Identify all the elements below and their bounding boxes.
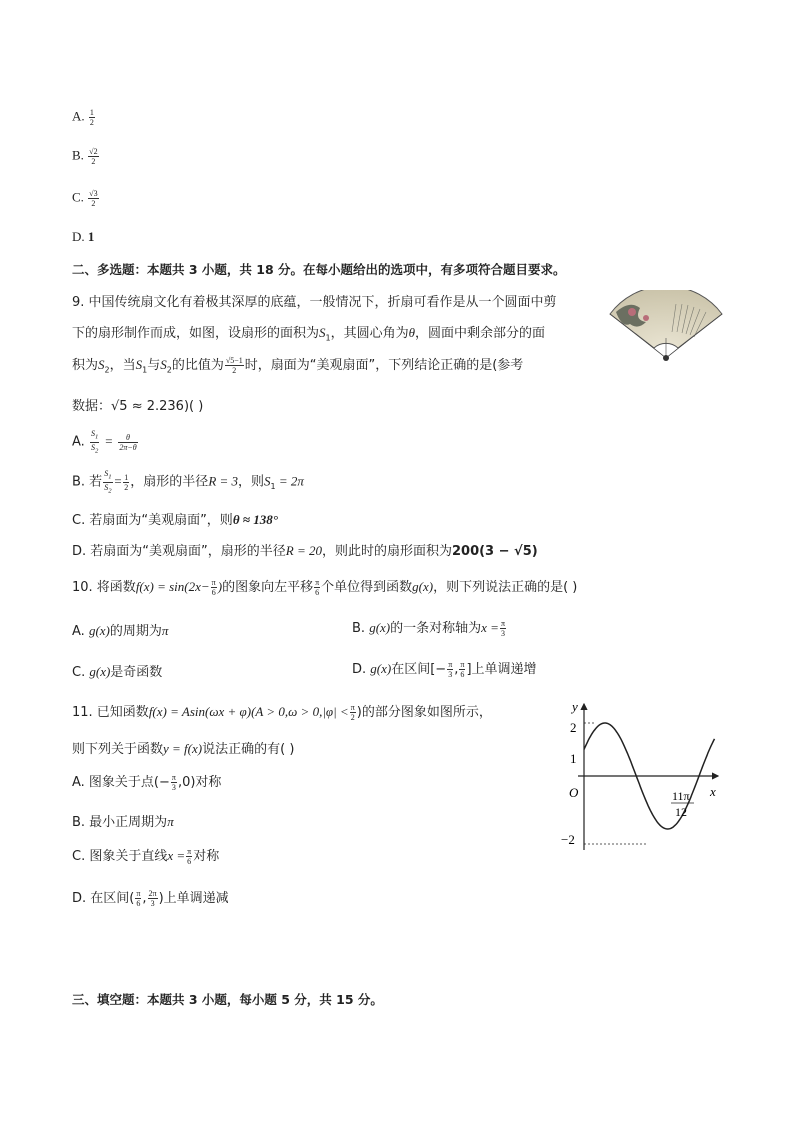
fraction: $\frac{√3}{2}$ [89,189,98,208]
origin-label: O [569,785,579,800]
option-c: C. 图象关于直线x = $\frac{\pi}{6}$ 对称 [72,847,220,866]
tick-2: 2 [570,720,577,735]
fraction: $\frac{\pi}{3}$ [171,773,176,792]
option-d: D. 在区间( $\frac{\pi}{6}$ , $\frac{2\pi}{3}$ )上单调递减 [72,889,229,908]
question-text: 11. 已知函数f(x) = Asin(ωx + φ)(A > 0,ω > 0,|φ| < $\frac{\pi}{2}$ )的部分图象如图所示， [72,703,492,722]
tick-x-den: 12 [675,805,687,819]
question-text: 下的扇形制作而成，如图，设扇形的面积为$S_1$，其圆心角为θ，圆面中剩余部分的面 [72,325,546,343]
option-b: B. 最小正周期为π [72,814,174,830]
option-d: D. 1 [72,229,95,244]
y-axis-label: y [572,700,578,714]
fraction: $\frac{\pi}{2}$ [350,703,355,722]
fraction: $\frac{√2}{2}$ [89,147,98,166]
fraction: $\frac{\pi}{3}$ [500,619,505,638]
option-b: B. g(x)的一条对称轴为x = $\frac{\pi}{3}$ [352,619,505,638]
fraction: $\frac{\pi}{6}$ [460,660,465,679]
option-c: C. 若扇面为“美观扇面”，则θ ≈ 138° [72,512,278,528]
x-axis-label: x [710,784,716,799]
tick-1: 1 [570,751,577,766]
question-text: 10. 将函数f(x) = sin(2x− $\frac{\pi}{6}$ )的图象向左平移 $\frac{\pi}{6}$ 个单位得到函数g(x)，则下列说法正确的是( ) [72,578,578,597]
fraction: $\frac{1}{2}$ [124,472,129,492]
fraction: $\frac{\pi}{6}$ [315,578,320,597]
sine-graph [560,700,740,860]
fraction: $\frac{S_1}{S_2}$ [90,429,99,455]
tick-neg2: −2 [561,832,575,847]
tick-x-num: 11π [672,789,690,803]
option-b: B. 若 $\frac{S_1}{S_2}$ = $\frac{1}{2}$ ，扇形的半径R = 3，则$S_1 = 2\pi$ [72,469,304,495]
fraction: $\frac{2\pi}{3}$ [148,889,157,908]
folding-fan-image [606,290,726,365]
fraction: $\frac{\theta}{2\pi-\theta}$ [119,432,137,452]
fraction: $\frac{S_1}{S_2}$ [104,469,112,495]
fraction: $\frac{1}{2}$ [89,108,94,127]
option-a: A. g(x)的周期为π [72,623,169,639]
option-c: C. $\frac{√3}{2}$ [72,189,98,208]
section-heading: 三、填空题：本题共 3 小题，每小题 5 分，共 15 分。 [72,992,383,1007]
option-d: D. g(x)在区间[− $\frac{\pi}{3}$ , $\frac{\pi}{6}$ ]上单调递增 [352,660,537,679]
fraction: $\frac{\pi}{3}$ [448,660,453,679]
question-text: 9. 中国传统扇文化有着极其深厚的底蕴，一般情况下，折扇可看作是从一个圆面中剪 [72,295,557,310]
fraction: $\frac{\pi}{6}$ [136,889,141,908]
option-a: A. $\frac{1}{2}$ [72,108,94,127]
question-text: 积为$S_2$，当$S_1$与$S_2$的比值为 $\frac{√5-1}{2}$ 时，扇面为“美观扇面”，下列结论正确的是(参考 [72,356,524,375]
fraction: $\frac{\pi}{6}$ [211,578,216,597]
option-a: A. $\frac{S_1}{S_2}$ = $\frac{\theta}{2\pi-\theta}$ [72,429,137,455]
option-a: A. 图象关于点(− $\frac{\pi}{3}$ ,0)对称 [72,773,222,792]
section-heading: 二、多选题：本题共 3 小题，共 18 分。在每小题给出的选项中，有多项符合题目要求。 [72,262,566,277]
question-text: 则下列关于函数y = f(x)说法正确的有( ) [72,741,295,757]
fraction: $\frac{√5-1}{2}$ [225,356,243,375]
option-d: D. 若扇面为“美观扇面”，扇形的半径R = 20，则此时的扇形面积为200(3 − √5) [72,543,538,559]
question-text: 数据：√5 ≈ 2.236)( ) [72,399,204,414]
fraction: $\frac{\pi}{6}$ [187,847,192,866]
option-b: B. $\frac{√2}{2}$ [72,147,98,166]
option-c: C. g(x)是奇函数 [72,664,163,680]
